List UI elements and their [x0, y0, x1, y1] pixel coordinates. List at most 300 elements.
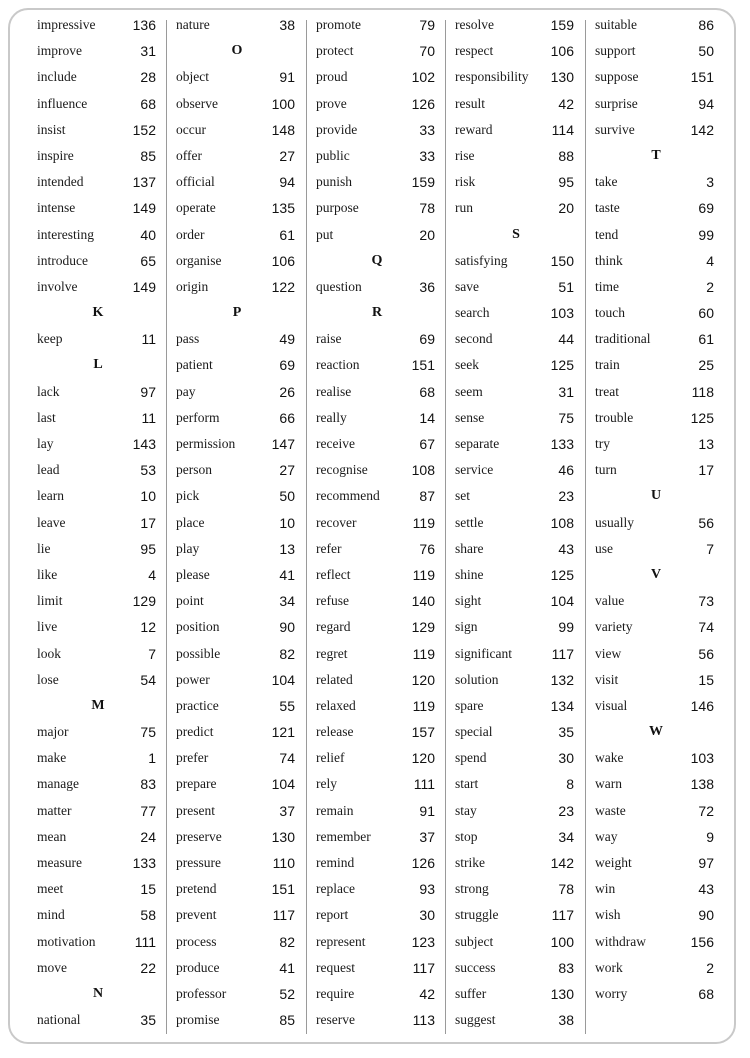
word-text: lead — [37, 462, 60, 478]
word-entry — [307, 195, 447, 221]
word-text: keep — [37, 331, 63, 347]
page-number: 68 — [140, 95, 156, 112]
page-number: 111 — [413, 776, 435, 793]
page-number: 20 — [419, 226, 435, 243]
word-entry — [307, 64, 447, 90]
page-number: 125 — [690, 409, 714, 426]
page-number: 156 — [690, 933, 714, 950]
page-number: 41 — [279, 566, 295, 583]
word-text: mind — [37, 907, 65, 923]
page-number: 133 — [132, 855, 156, 871]
word-entry — [307, 1007, 447, 1033]
word-entry — [446, 91, 586, 117]
page-number: 28 — [140, 69, 156, 86]
word-text: play — [176, 540, 200, 556]
word-entry — [28, 719, 168, 745]
word-entry — [307, 745, 447, 771]
word-entry — [307, 143, 447, 169]
section-letter-heading: N — [92, 985, 104, 1001]
page-number: 104 — [550, 593, 574, 610]
page-number: 75 — [140, 724, 156, 741]
word-text: view — [595, 645, 622, 661]
word-entry — [307, 798, 447, 824]
word-entry — [446, 850, 586, 876]
page-number: 93 — [419, 881, 435, 898]
page-number: 118 — [691, 383, 714, 400]
word-text: visit — [595, 671, 619, 687]
word-text: punish — [316, 174, 353, 190]
word-entry — [446, 117, 586, 143]
word-entry — [167, 222, 307, 248]
word-entry — [307, 352, 447, 378]
page-number: 88 — [558, 147, 574, 164]
word-text: matter — [37, 802, 72, 818]
word-entry — [307, 588, 447, 614]
word-entry — [28, 379, 168, 405]
word-text: lose — [37, 671, 59, 687]
word-entry — [586, 169, 726, 195]
word-entry — [446, 902, 586, 928]
word-text: take — [595, 174, 618, 190]
word-entry — [586, 405, 726, 431]
word-text: search — [455, 305, 490, 321]
word-entry — [167, 745, 307, 771]
page-number: 42 — [419, 985, 435, 1002]
word-text: pick — [176, 488, 200, 504]
page-number: 33 — [419, 121, 435, 138]
page-number: 30 — [419, 907, 435, 924]
page-number: 97 — [140, 383, 156, 400]
word-text: learn — [37, 488, 64, 504]
page-number: 33 — [419, 147, 435, 164]
word-text: national — [37, 1012, 81, 1028]
word-entry — [28, 431, 168, 457]
word-text: recover — [316, 514, 357, 530]
word-text: raise — [316, 331, 342, 347]
page-number: 151 — [271, 881, 295, 898]
word-text: really — [316, 409, 347, 425]
page-number: 104 — [271, 776, 295, 793]
word-text: visual — [595, 697, 628, 713]
word-entry — [446, 457, 586, 483]
page-number: 67 — [419, 436, 435, 452]
page-number: 41 — [279, 959, 295, 976]
page-number: 69 — [419, 331, 435, 348]
word-entry — [446, 929, 586, 955]
word-text: set — [455, 488, 470, 504]
page-number: 95 — [140, 540, 156, 557]
word-text: pay — [176, 383, 196, 399]
word-text: variety — [595, 619, 633, 635]
page-number: 123 — [411, 933, 435, 950]
word-text: risk — [455, 174, 476, 190]
word-text: run — [455, 200, 473, 216]
word-text: observe — [176, 95, 218, 111]
page-number: 20 — [558, 200, 574, 217]
word-entry — [167, 614, 307, 640]
word-text: prefer — [176, 750, 209, 766]
word-text: put — [316, 226, 334, 242]
page-number: 87 — [419, 488, 435, 505]
word-text: power — [176, 671, 210, 687]
page-number: 58 — [140, 907, 156, 924]
word-text: sense — [455, 409, 485, 425]
page-number: 78 — [558, 881, 574, 898]
word-entry — [586, 326, 726, 352]
page-number: 15 — [698, 671, 714, 688]
word-text: treat — [595, 383, 619, 399]
word-text: satisfying — [455, 252, 508, 268]
word-entry — [446, 641, 586, 667]
word-text: intense — [37, 200, 76, 216]
page-number: 90 — [698, 907, 714, 924]
page-number: 91 — [419, 802, 435, 819]
word-entry — [586, 431, 726, 457]
word-entry — [446, 667, 586, 693]
word-entry — [28, 850, 168, 876]
word-entry — [28, 824, 168, 850]
section-letter-heading: Q — [371, 252, 383, 268]
page-number: 120 — [411, 750, 435, 767]
page-number: 147 — [271, 436, 295, 452]
word-text: special — [455, 724, 493, 740]
word-text: tend — [595, 226, 619, 242]
word-entry — [586, 771, 726, 797]
word-text: work — [595, 959, 623, 975]
page-number: 43 — [558, 540, 574, 557]
word-text: operate — [176, 200, 216, 216]
word-entry — [167, 850, 307, 876]
page-number: 17 — [698, 462, 714, 479]
word-text: regret — [316, 645, 348, 661]
page-number: 4 — [148, 566, 156, 583]
word-text: settle — [455, 514, 484, 530]
word-text: success — [455, 959, 496, 975]
page-number: 97 — [698, 855, 714, 871]
word-text: try — [595, 436, 610, 451]
word-text: traditional — [595, 331, 651, 347]
word-text: reflect — [316, 566, 351, 582]
word-text: rise — [455, 147, 475, 163]
page-number: 140 — [411, 593, 435, 610]
word-entry — [28, 117, 168, 143]
word-text: win — [595, 881, 616, 897]
word-entry — [167, 12, 307, 38]
word-entry — [167, 117, 307, 143]
section-letter-heading: P — [232, 305, 242, 321]
word-text: request — [316, 959, 355, 975]
page-number: 108 — [550, 514, 574, 531]
word-entry — [167, 667, 307, 693]
page-number: 50 — [279, 488, 295, 505]
word-text: remain — [316, 802, 354, 818]
word-text: proud — [316, 69, 348, 85]
word-text: suggest — [455, 1012, 496, 1028]
word-entry — [167, 562, 307, 588]
word-entry — [28, 562, 168, 588]
word-entry — [167, 876, 307, 902]
word-entry — [586, 510, 726, 536]
page-number: 100 — [550, 933, 574, 950]
page-number: 136 — [132, 17, 156, 33]
page-number: 8 — [566, 776, 574, 793]
page-number: 126 — [411, 95, 435, 112]
word-text: patient — [176, 357, 213, 373]
word-text: involve — [37, 278, 78, 294]
word-text: suitable — [595, 17, 637, 32]
word-entry — [28, 195, 168, 221]
page-number: 65 — [140, 252, 156, 269]
page-number: 106 — [550, 43, 574, 60]
page-number: 130 — [550, 69, 574, 86]
page-number: 130 — [271, 828, 295, 845]
word-text: seek — [455, 357, 479, 373]
word-text: relaxed — [316, 697, 356, 713]
word-entry — [28, 876, 168, 902]
word-text: suppose — [595, 69, 639, 85]
word-text: value — [595, 593, 625, 609]
word-entry — [586, 824, 726, 850]
word-entry — [28, 902, 168, 928]
page-number: 106 — [271, 252, 295, 269]
page-number: 125 — [550, 566, 574, 583]
page-number: 149 — [132, 278, 156, 295]
word-text: prevent — [176, 907, 217, 923]
word-entry — [167, 902, 307, 928]
word-text: significant — [455, 645, 512, 661]
word-entry — [167, 510, 307, 536]
word-entry — [28, 614, 168, 640]
word-entry — [586, 981, 726, 1007]
page-number: 23 — [558, 802, 574, 819]
word-entry — [307, 719, 447, 745]
word-text: insist — [37, 121, 66, 137]
page-number: 69 — [279, 357, 295, 374]
word-entry — [167, 641, 307, 667]
page-number: 110 — [272, 855, 295, 871]
word-entry — [446, 248, 586, 274]
word-entry — [586, 248, 726, 274]
word-entry — [586, 614, 726, 640]
word-entry — [446, 745, 586, 771]
word-text: produce — [176, 959, 220, 975]
word-entry — [28, 536, 168, 562]
page-number: 7 — [148, 645, 156, 662]
word-entry — [167, 64, 307, 90]
word-entry — [446, 64, 586, 90]
word-text: refer — [316, 540, 342, 556]
word-entry — [307, 431, 447, 457]
word-entry — [446, 562, 586, 588]
page-number: 133 — [550, 436, 574, 452]
page-number: 13 — [279, 540, 295, 557]
word-entry — [28, 326, 168, 352]
page-number: 70 — [419, 43, 435, 60]
word-entry — [446, 38, 586, 64]
word-entry — [28, 91, 168, 117]
word-entry — [446, 274, 586, 300]
word-text: second — [455, 331, 493, 347]
word-entry — [307, 117, 447, 143]
word-text: spend — [455, 750, 487, 766]
word-text: pass — [176, 331, 200, 347]
page-number: 17 — [140, 514, 156, 531]
word-text: perform — [176, 409, 220, 425]
page-number: 148 — [271, 121, 295, 138]
word-column-1 — [28, 12, 168, 1036]
page-number: 104 — [271, 671, 295, 688]
page-number: 11 — [141, 331, 156, 348]
word-entry — [167, 981, 307, 1007]
page-number: 134 — [550, 697, 574, 714]
word-entry — [28, 64, 168, 90]
word-entry — [28, 510, 168, 536]
page-number: 111 — [134, 933, 156, 950]
page-number: 94 — [698, 95, 714, 112]
word-text: influence — [37, 95, 88, 111]
word-entry — [167, 91, 307, 117]
word-text: sign — [455, 619, 478, 635]
word-text: please — [176, 566, 210, 582]
word-text: strong — [455, 881, 489, 897]
page-number: 73 — [698, 593, 714, 610]
word-entry — [167, 352, 307, 378]
word-entry — [446, 326, 586, 352]
word-text: wake — [595, 750, 624, 766]
word-entry — [307, 850, 447, 876]
word-text: protect — [316, 43, 354, 59]
section-letter-heading: O — [231, 43, 243, 59]
page-number: 117 — [551, 907, 574, 924]
word-entry — [28, 588, 168, 614]
word-text: nature — [176, 17, 210, 32]
word-entry — [28, 798, 168, 824]
word-entry — [307, 38, 447, 64]
word-entry — [586, 91, 726, 117]
word-text: intended — [37, 174, 84, 190]
word-text: measure — [37, 855, 82, 870]
word-text: think — [595, 252, 623, 268]
page-number: 132 — [550, 671, 574, 688]
word-text: prove — [316, 95, 347, 111]
word-text: worry — [595, 985, 628, 1001]
word-entry — [167, 195, 307, 221]
page-number: 12 — [140, 619, 156, 636]
word-entry — [28, 641, 168, 667]
word-text: share — [455, 540, 484, 556]
word-text: save — [455, 278, 479, 294]
word-entry — [586, 667, 726, 693]
page-number: 100 — [271, 95, 295, 112]
word-entry — [28, 38, 168, 64]
page-number: 37 — [419, 828, 435, 845]
word-text: order — [176, 226, 205, 242]
word-text: recommend — [316, 488, 380, 504]
page-number: 82 — [279, 645, 295, 662]
page-number: 55 — [279, 697, 295, 714]
word-text: lie — [37, 540, 51, 556]
page-number: 122 — [271, 278, 295, 295]
word-entry — [446, 143, 586, 169]
word-entry — [28, 405, 168, 431]
word-text: usually — [595, 514, 634, 530]
page-number: 3 — [706, 174, 714, 191]
word-text: shine — [455, 566, 484, 582]
word-entry — [307, 562, 447, 588]
page-number: 27 — [279, 462, 295, 479]
word-entry — [586, 64, 726, 90]
word-text: interesting — [37, 226, 94, 242]
word-text: impressive — [37, 17, 96, 32]
page-number: 117 — [551, 645, 574, 662]
page-number: 61 — [279, 226, 295, 243]
word-entry — [167, 693, 307, 719]
page-number: 151 — [690, 69, 714, 86]
page-number: 151 — [411, 357, 435, 374]
word-entry — [167, 483, 307, 509]
page-number: 50 — [698, 43, 714, 60]
word-entry — [28, 955, 168, 981]
word-entry — [586, 536, 726, 562]
page-number: 75 — [558, 409, 574, 426]
word-entry — [307, 771, 447, 797]
word-text: use — [595, 540, 613, 556]
word-text: like — [37, 566, 58, 582]
page-number: 35 — [558, 724, 574, 741]
word-text: train — [595, 357, 620, 373]
word-text: responsibility — [455, 69, 529, 85]
word-text: touch — [595, 305, 625, 321]
page-number: 146 — [690, 697, 714, 714]
word-text: reaction — [316, 357, 360, 373]
word-entry — [586, 195, 726, 221]
word-entry — [28, 143, 168, 169]
word-text: question — [316, 278, 362, 294]
word-text: move — [37, 959, 67, 975]
word-entry — [586, 379, 726, 405]
word-text: surprise — [595, 95, 638, 111]
page-number: 52 — [279, 985, 295, 1002]
page-number: 34 — [279, 593, 295, 610]
page-number: 138 — [690, 776, 714, 793]
word-entry — [446, 169, 586, 195]
word-entry — [28, 457, 168, 483]
page-number: 142 — [690, 121, 714, 138]
page-number: 49 — [279, 331, 295, 348]
page-number: 135 — [271, 200, 295, 217]
section-letter-heading: M — [91, 697, 105, 713]
page-number: 83 — [140, 776, 156, 793]
word-entry — [167, 143, 307, 169]
page-number: 103 — [550, 305, 574, 322]
word-entry — [167, 326, 307, 352]
word-text: release — [316, 724, 354, 740]
page-number: 152 — [132, 121, 156, 138]
word-entry — [307, 457, 447, 483]
word-text: point — [176, 593, 204, 609]
word-entry — [586, 798, 726, 824]
page-number: 43 — [698, 881, 714, 898]
page-number: 103 — [690, 750, 714, 767]
word-text: result — [455, 95, 485, 111]
word-entry — [446, 483, 586, 509]
word-entry — [307, 536, 447, 562]
page-number: 9 — [706, 828, 714, 845]
word-entry — [446, 1007, 586, 1033]
page-number: 76 — [419, 540, 435, 557]
page-number: 24 — [140, 828, 156, 845]
page-number: 61 — [698, 331, 714, 348]
